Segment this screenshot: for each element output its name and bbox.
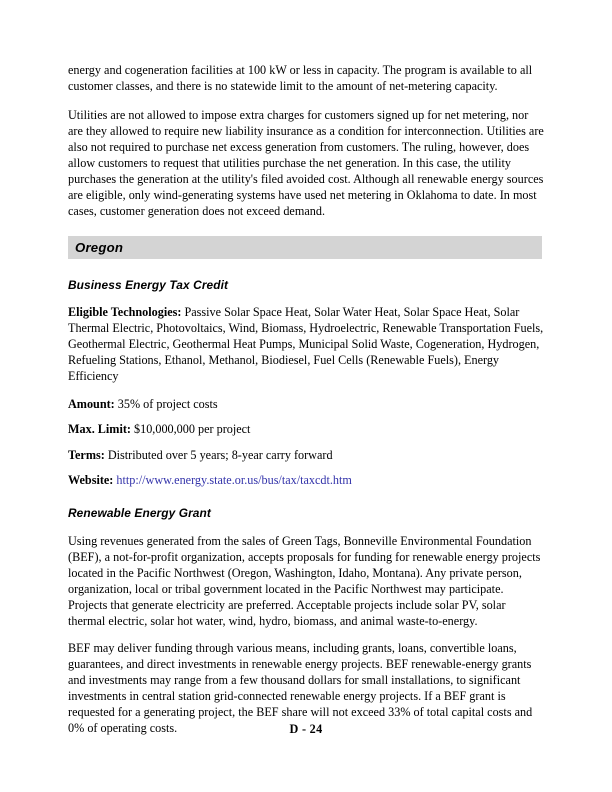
field-max-limit bbox=[68, 421, 545, 437]
field-terms bbox=[68, 447, 545, 463]
field-label-amount: Amount: bbox=[68, 396, 115, 411]
field-amount bbox=[68, 396, 545, 412]
field-label-terms: Terms: bbox=[68, 447, 105, 462]
page-content bbox=[68, 62, 545, 736]
field-value-eligible-technologies: Passive Solar Space Heat, Solar Water Heat, Solar Space Heat, Solar Thermal Electric, Photovoltaics, Wind, Biomass, Hydroelectric, Renewable Transportation Fuels, Geothermal Electric, Geothermal Heat Pumps, Municipal Solid Waste, Cogeneration, Hydrogen, Refueling Stations, Ethanol, Methanol, Biodiesel, Fuel Cells (Renewable Fuels), Energy Efficiency bbox=[68, 304, 544, 383]
page-number-label: D - 24 bbox=[289, 722, 323, 736]
field-label-eligible-technologies: Eligible Technologies: bbox=[68, 304, 182, 319]
paragraph-bef-funding: BEF may deliver funding through various means, including grants, loans, convertible loans, guarantees, and direct investments in renewable energy projects. BEF renewable-energy grants and investments may range from a few thousand dollars for small installations, to significant investments in central station grid-connected renewable energy projects. If a BEF grant is requested for a generating project, the BEF share will not exceed 33% of total capital costs and 0% of operating costs. bbox=[68, 641, 533, 735]
program-heading-renewable-energy-grant: Renewable Energy Grant bbox=[68, 506, 211, 520]
field-value-terms: Distributed over 5 years; 8-year carry forward bbox=[107, 447, 333, 462]
field-value-max-limit: $10,000,000 per project bbox=[134, 422, 251, 436]
field-label-website: Website: bbox=[68, 473, 114, 487]
field-value-amount: 35% of project costs bbox=[117, 396, 218, 411]
field-label-max-limit: Max. Limit: bbox=[68, 422, 131, 436]
state-section-heading-oregon bbox=[68, 236, 542, 259]
state-name-label: Oregon bbox=[75, 239, 124, 255]
field-website bbox=[68, 472, 545, 488]
program-heading-business-energy-tax-credit: Business Energy Tax Credit bbox=[68, 277, 229, 292]
field-eligible-technologies bbox=[68, 304, 545, 384]
paragraph-utility-rules: Utilities are not allowed to impose extra charges for customers signed up for net metering, nor are they allowed to require new liability insurance as a condition for interconnection. Utilities are also not required to purchase net excess generation from customers. The ruling, however, does allow customers to request that utilities purchase the net generation. In this case, the utility purchases the generation at the utility's filed avoided cost. Although all renewable energy sources are eligible, only wind-generating systems have used net metering in Oklahoma to date. In most cases, customer generation does not exceed demand. bbox=[68, 107, 544, 218]
paragraph-bef-overview: Using revenues generated from the sales of Green Tags, Bonneville Environmental Foundation (BEF), a not-for-profit organization, accepts proposals for funding for renewable energy projects located in the Pacific Northwest (Oregon, Washington, Idaho, Montana). Any private person, organization, local or tribal government located in the Pacific Northwest may participate. Projects that generate electricity are preferred. Acceptable projects include solar PV, solar thermal electric, solar hot water, wind, hydro, biomass, and animal waste-to-energy. bbox=[68, 534, 541, 628]
page-footer bbox=[0, 722, 612, 737]
website-link[interactable]: http://www.energy.state.or.us/bus/tax/taxcdt.htm bbox=[116, 473, 352, 487]
paragraph-net-metering-capacity: energy and cogeneration facilities at 100 kW or less in capacity. The program is available to all customer classes, and there is no statewide limit to the amount of net-metering capacity. bbox=[68, 63, 533, 93]
